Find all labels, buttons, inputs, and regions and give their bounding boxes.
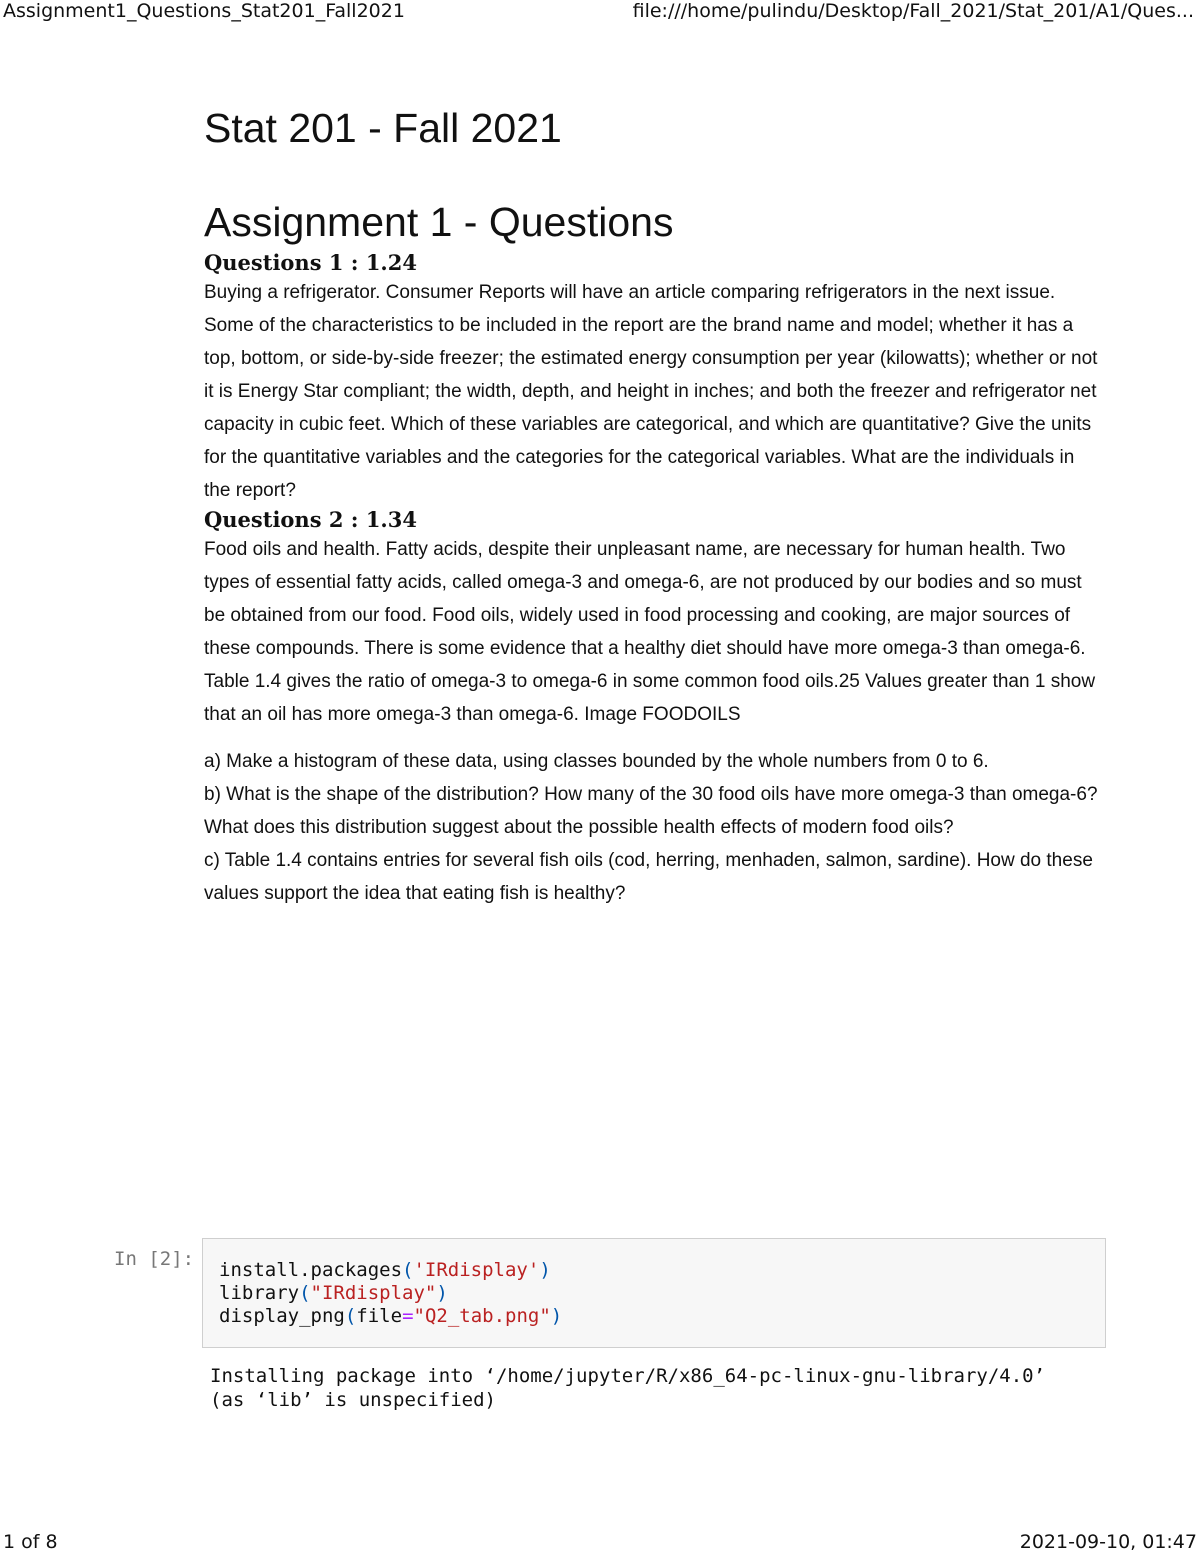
code-paren: ( <box>344 1305 357 1327</box>
code-string: "Q2_tab.png" <box>413 1305 551 1327</box>
code-paren: ) <box>539 1259 551 1281</box>
document-title: Assignment1_Questions_Stat201_Fall2021 <box>3 0 405 22</box>
print-timestamp: 2021-09-10, 01:47 <box>1019 1531 1197 1553</box>
question-1-text: Buying a refrigerator. Consumer Reports will have an article comparing refrigerators in the next issue. Some of the characteristics to be included in the report are the brand name and model; whether it has a top, bottom, or side-by-side freezer; the estimated energy consumption per year (kilowatts); whether or not it is Energy Star compliant; the width, depth, and height in inches; and both the freezer and refrigerator net capacity in cubic feet. Which of these variables are categorical, and which are quantitative? Give the units for the quantitative variables and the categories for the categorical variables. What are the individuals in the report? <box>204 282 1098 501</box>
code-paren: ) <box>436 1282 448 1304</box>
code-string: "IRdisplay" <box>310 1282 437 1304</box>
question-2-heading: Questions 2 : 1.34 <box>204 507 417 532</box>
question-2-parts <box>204 745 1104 910</box>
page-indicator: 1 of 8 <box>3 1531 58 1553</box>
question-2-part-b: b) What is the shape of the distribution? How many of the 30 food oils have more omega-3 than omega-6? What does this distribution suggest about the possible health effects of modern food oils? <box>204 784 1098 838</box>
page-title: Stat 201 - Fall 2021 <box>204 105 562 151</box>
cell-output <box>210 1364 1045 1412</box>
output-line: (as ‘lib’ is unspecified) <box>210 1389 496 1411</box>
cell-prompt: In [2]: <box>114 1248 195 1270</box>
code-operator: = <box>402 1305 414 1327</box>
code-function: display_png <box>219 1305 345 1327</box>
code-paren: ( <box>299 1282 311 1304</box>
code-param: file <box>356 1305 403 1327</box>
question-2-part-c: c) Table 1.4 contains entries for several fish oils (cod, herring, menhaden, salmon, sardine). How do these values support the idea that eating fish is healthy? <box>204 850 1093 904</box>
question-1-heading: Questions 1 : 1.24 <box>204 250 417 275</box>
question-2-part-a: a) Make a histogram of these data, using classes bounded by the whole numbers from 0 to 6. <box>204 751 989 772</box>
page-subtitle: Assignment 1 - Questions <box>204 199 674 245</box>
code-block <box>219 1259 562 1328</box>
code-paren: ( <box>402 1259 414 1281</box>
code-function: install.packages <box>219 1259 403 1281</box>
code-function: library <box>219 1282 300 1304</box>
code-paren: ) <box>550 1305 563 1327</box>
code-string: 'IRdisplay' <box>413 1259 540 1281</box>
notebook-content <box>204 100 1104 910</box>
file-path: file:///home/pulindu/Desktop/Fall_2021/Stat_201/A1/Ques... <box>632 0 1194 22</box>
output-line: Installing package into ‘/home/jupyter/R/x86_64-pc-linux-gnu-library/4.0’ <box>210 1365 1046 1387</box>
code-input-area[interactable] <box>202 1238 1106 1348</box>
question-2-text: Food oils and health. Fatty acids, despite their unpleasant name, are necessary for human health. Two types of essential fatty acids, called omega-3 and omega-6, are not produced by our bodies and so must be obtained from our food. Food oils, widely used in food processing and cooking, are major sources of these compounds. There is some evidence that a healthy diet should have more omega-3 than omega-6. Table 1.4 gives the ratio of omega-3 to omega-6 in some common food oils.25 Values greater than 1 show that an oil has more omega-3 than omega-6. Image FOODOILS <box>204 539 1096 725</box>
